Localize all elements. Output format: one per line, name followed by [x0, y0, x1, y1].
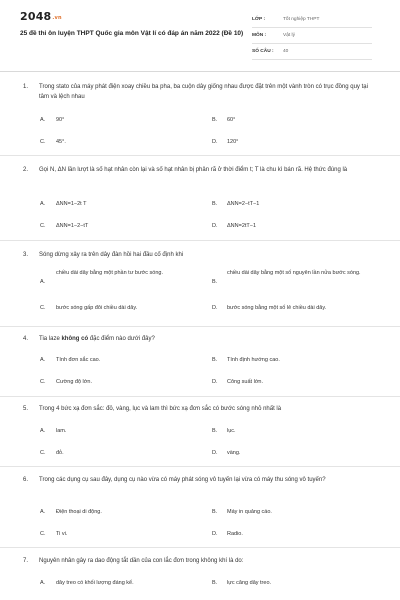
option-letter[interactable]: A. [40, 201, 46, 207]
option-c[interactable]: Cường độ lớn. [56, 379, 92, 385]
option-letter[interactable]: B. [212, 509, 218, 515]
option-letter[interactable]: C. [40, 223, 46, 229]
question-number: 3. [23, 252, 29, 258]
meta-label: MÔN : [252, 33, 267, 38]
option-letter[interactable]: B. [212, 428, 218, 434]
option-letter[interactable]: B. [212, 279, 218, 285]
option-letter[interactable]: C. [40, 305, 46, 311]
question-text: Sóng dừng xảy ra trên dây đàn hồi hai đầu cố định khi [39, 252, 184, 258]
option-d[interactable]: 120° [227, 139, 239, 145]
question-5 [0, 397, 400, 467]
option-letter[interactable]: C. [40, 450, 46, 456]
option-a[interactable]: 90° [56, 117, 65, 123]
option-b[interactable]: 60° [227, 117, 236, 123]
option-c[interactable]: đỏ. [56, 450, 64, 456]
option-d[interactable]: vàng. [227, 450, 241, 456]
option-letter[interactable]: A. [40, 580, 46, 586]
option-a[interactable]: chiều dài dây bằng một phần tư bước sóng. [56, 270, 163, 276]
option-c[interactable]: bước sóng gấp đôi chiều dài dây. [56, 305, 138, 311]
option-a[interactable]: Tính đơn sắc cao. [56, 357, 101, 363]
question-text-part: đặc điểm nào dưới đây? [88, 336, 155, 342]
question-2 [0, 156, 400, 241]
option-letter[interactable]: A. [40, 509, 46, 515]
option-d[interactable]: bước sóng bằng một số lẻ chiều dài dây. [227, 305, 327, 311]
option-b[interactable]: ΔNN=2−tT−1 [227, 201, 260, 207]
option-letter[interactable]: D. [212, 139, 218, 145]
option-letter[interactable]: D. [212, 379, 218, 385]
option-b[interactable]: lục. [227, 428, 236, 434]
document-title: 25 đề thi ôn luyện THPT Quốc gia môn Vật lí có đáp án năm 2022 (Đề 10) [20, 30, 244, 37]
option-letter[interactable]: D. [212, 450, 218, 456]
option-d[interactable]: Radio. [227, 531, 243, 537]
option-c[interactable]: ΔNN=1−2−tT [56, 223, 89, 229]
question-number: 2. [23, 167, 29, 173]
option-letter[interactable]: B. [212, 117, 218, 123]
option-letter[interactable]: A. [40, 117, 46, 123]
meta-value: 40 [283, 49, 289, 54]
question-7 [0, 548, 400, 600]
meta-label: SỐ CÂU : [252, 49, 274, 54]
option-b[interactable]: Tính định hướng cao. [227, 357, 280, 363]
option-letter[interactable]: A. [40, 428, 46, 434]
option-a[interactable]: dây treo có khối lượng đáng kể. [56, 580, 134, 586]
question-number: 5. [23, 406, 29, 412]
option-c[interactable]: Ti vi. [56, 531, 68, 537]
option-letter[interactable]: D. [212, 223, 218, 229]
meta-row-count [252, 46, 372, 60]
option-letter[interactable]: B. [212, 357, 218, 363]
question-4 [0, 327, 400, 397]
option-a[interactable]: ΔNN=1−2t T [56, 201, 87, 207]
question-list [0, 73, 400, 600]
option-b[interactable]: Máy in quảng cáo. [227, 509, 272, 515]
option-letter[interactable]: D. [212, 305, 218, 311]
question-6 [0, 467, 400, 548]
option-letter[interactable]: B. [212, 580, 218, 586]
option-a[interactable]: lam. [56, 428, 67, 434]
question-number: 7. [23, 558, 29, 564]
question-1 [0, 73, 400, 156]
option-d[interactable]: ΔNN=2tT−1 [227, 223, 257, 229]
option-letter[interactable]: A. [40, 357, 46, 363]
option-letter[interactable]: B. [212, 201, 218, 207]
question-text: Trong các dụng cụ sau đây, dụng cụ nào vừa có máy phát sóng vô tuyến lại vừa có máy thu sóng vô tuyến? [39, 477, 326, 483]
question-text: Trong stato của máy phát điện xoay chiều ba pha, ba cuộn dây giống nhau được đặt trên một vành tròn có trục đồng quy tại tâm và lệch nhau [39, 84, 368, 100]
question-3 [0, 241, 400, 327]
option-d[interactable]: Công suất lớn. [227, 379, 264, 385]
option-a[interactable]: Điện thoại di động. [56, 509, 102, 515]
meta-value: Vật lý [283, 33, 295, 38]
question-text: Nguyên nhân gây ra dao động tắt dần của con lắc đơn trong không khí là do: [39, 558, 244, 564]
option-letter[interactable]: C. [40, 139, 46, 145]
meta-row-grade [252, 14, 372, 28]
meta-label: LỚP : [252, 17, 266, 22]
option-letter[interactable]: C. [40, 379, 46, 385]
logo-text: 2048 [20, 10, 52, 23]
option-letter[interactable]: D. [212, 531, 218, 537]
question-number: 1. [23, 84, 29, 90]
page-header [0, 0, 400, 72]
question-text-emphasis: không có [61, 336, 89, 342]
option-letter[interactable]: A. [40, 279, 46, 285]
meta-value: Tốt nghiệp THPT [283, 17, 320, 22]
question-number: 4. [23, 336, 29, 342]
option-b[interactable]: chiều dài dây bằng một số nguyên lần nửa bước sóng. [227, 270, 361, 276]
exam-meta [252, 14, 372, 62]
question-text [39, 334, 377, 344]
question-text: Gọi N, ΔN lần lượt là số hạt nhân còn lại và số hạt nhân bị phân rã ở thời điểm t; T là chu kì bán rã. Hệ thức đúng là [39, 167, 348, 173]
question-number: 6. [23, 477, 29, 483]
meta-row-subject [252, 30, 372, 44]
site-logo[interactable] [20, 10, 62, 23]
logo-suffix: .vn [52, 15, 62, 21]
option-c[interactable]: 45°. [56, 139, 66, 145]
question-text: Trong 4 bức xạ đơn sắc: đỏ, vàng, lục và lam thì bức xạ đơn sắc có bước sóng nhỏ nhất là [39, 406, 282, 412]
option-letter[interactable]: C. [40, 531, 46, 537]
question-text-part: Tia laze [39, 336, 62, 342]
option-b[interactable]: lực căng dây treo. [227, 580, 272, 586]
